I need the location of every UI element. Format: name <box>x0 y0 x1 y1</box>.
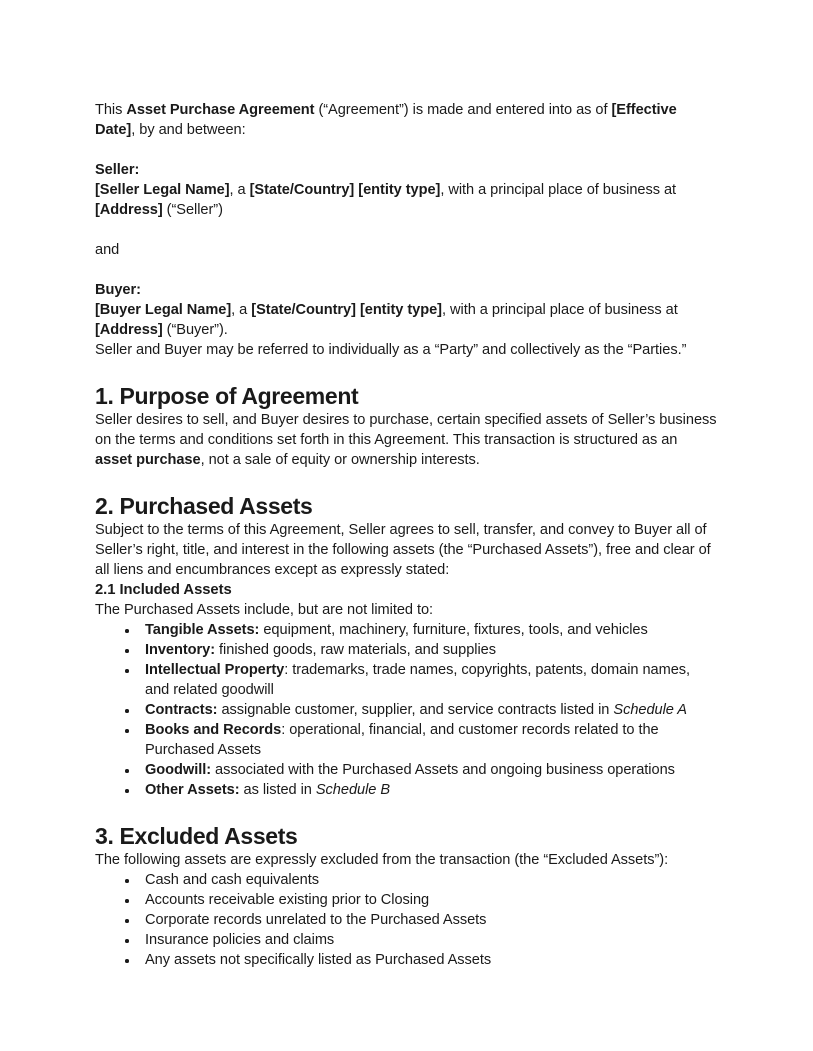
included-asset-description: associated with the Purchased Assets and ongoing business operations <box>211 762 675 778</box>
effective-date-placeholder: [Effective Date] <box>95 102 677 138</box>
section-1-block <box>95 382 718 470</box>
section-3-block <box>95 822 718 970</box>
buyer-state-country-placeholder: [State/Country] <box>251 302 356 318</box>
section-1-body-part2: , not a sale of equity or ownership interests. <box>200 452 480 468</box>
buyer-suffix: (“Buyer”). <box>162 322 228 338</box>
included-asset-description: finished goods, raw materials, and supplies <box>215 642 496 658</box>
seller-entity-type-placeholder: [entity type] <box>358 182 441 198</box>
seller-address-placeholder: [Address] <box>95 202 163 218</box>
included-asset-term: Other Assets: <box>145 782 240 798</box>
buyer-label-text: Buyer: <box>95 282 141 298</box>
buyer-address-placeholder: [Address] <box>95 322 163 338</box>
excluded-asset-item: Cash and cash equivalents <box>95 870 718 890</box>
included-asset-term: Books and Records <box>145 722 282 738</box>
spacer <box>95 220 718 240</box>
section-1-heading: 1. Purpose of Agreement <box>95 383 359 409</box>
included-assets-list <box>95 620 718 800</box>
schedule-reference: Schedule A <box>613 702 687 718</box>
seller-legal-name-placeholder: [Seller Legal Name] <box>95 182 230 198</box>
schedule-reference: Schedule B <box>315 782 391 798</box>
section-1-body-part1: Seller desires to sell, and Buyer desires to purchase, certain specified assets of Seller’s business on the terms and conditions set forth in this Agreement. This transaction is structured as an <box>95 412 717 448</box>
asset-purchase-emphasis: asset purchase <box>95 452 201 468</box>
intro-middle: (“Agreement”) is made and entered into as of <box>314 102 612 118</box>
seller-label <box>95 160 718 180</box>
section-3-heading: 3. Excluded Assets <box>95 823 298 849</box>
intro-prefix: This <box>95 102 127 118</box>
excluded-asset-item: Accounts receivable existing prior to Closing <box>95 890 718 910</box>
buyer-middle: , with a principal place of business at <box>442 302 678 318</box>
section-2-block <box>95 492 718 800</box>
included-asset-description: : operational, financial, and customer records related to the Purchased Assets <box>145 722 659 758</box>
buyer-details <box>95 300 718 340</box>
included-asset-term: Inventory: <box>145 642 216 658</box>
included-asset-description: : trademarks, trade names, copyrights, patents, domain names, and related goodwill <box>145 662 691 698</box>
seller-middle: , with a principal place of business at <box>440 182 677 198</box>
included-asset-item <box>95 780 718 800</box>
seller-details <box>95 180 718 220</box>
included-asset-description: equipment, machinery, furniture, fixtures, tools, and vehicles <box>259 622 648 638</box>
section-3-intro: The following assets are expressly excluded from the transaction (the “Excluded Assets”): <box>95 852 669 868</box>
included-asset-term: Contracts: <box>145 702 218 718</box>
included-asset-description: assignable customer, supplier, and service contracts listed in <box>217 702 614 718</box>
excluded-asset-item: Corporate records unrelated to the Purchased Assets <box>95 910 718 930</box>
section-2-1-subheading: 2.1 Included Assets <box>95 582 232 598</box>
buyer-after-name: , a <box>231 302 252 318</box>
agreement-title: Asset Purchase Agreement <box>126 102 315 118</box>
intro-suffix: , by and between: <box>131 122 246 138</box>
parties-note: Seller and Buyer may be referred to individually as a “Party” and collectively as the “Parties.” <box>95 342 687 358</box>
seller-state-country-placeholder: [State/Country] <box>249 182 355 198</box>
excluded-asset-item: Any assets not specifically listed as Purchased Assets <box>95 950 718 970</box>
document-body <box>95 100 718 970</box>
included-asset-item <box>95 760 718 780</box>
included-asset-item <box>95 700 718 720</box>
included-asset-description: as listed in <box>239 782 316 798</box>
buyer-entity-type-placeholder: [entity type] <box>359 302 442 318</box>
included-asset-item <box>95 640 718 660</box>
seller-after-name: , a <box>229 182 250 198</box>
conjunction-and: and <box>95 242 120 258</box>
spacer <box>95 260 718 280</box>
seller-suffix: (“Seller”) <box>162 202 223 218</box>
included-asset-term: Tangible Assets: <box>145 622 260 638</box>
section-1-body <box>95 410 718 470</box>
section-2-intro: Subject to the terms of this Agreement, Seller agrees to sell, transfer, and convey to Buyer all of Seller’s right, title, and interest in the following assets (the “Purchased Assets”), free and clear of all liens and encumbrances except as expressly stated: <box>95 522 711 578</box>
section-2-heading: 2. Purchased Assets <box>95 493 313 519</box>
included-asset-term: Intellectual Property <box>145 662 285 678</box>
included-asset-item <box>95 620 718 640</box>
spacer <box>95 140 718 160</box>
buyer-legal-name-placeholder: [Buyer Legal Name] <box>95 302 232 318</box>
excluded-assets-list <box>95 870 718 970</box>
included-asset-item <box>95 660 718 700</box>
buyer-label <box>95 280 718 300</box>
included-asset-item <box>95 720 718 760</box>
intro-paragraph <box>95 100 718 140</box>
section-2-1-list-intro: The Purchased Assets include, but are not limited to: <box>95 602 434 618</box>
included-asset-term: Goodwill: <box>145 762 212 778</box>
excluded-asset-item: Insurance policies and claims <box>95 930 718 950</box>
seller-label-text: Seller: <box>95 162 140 178</box>
